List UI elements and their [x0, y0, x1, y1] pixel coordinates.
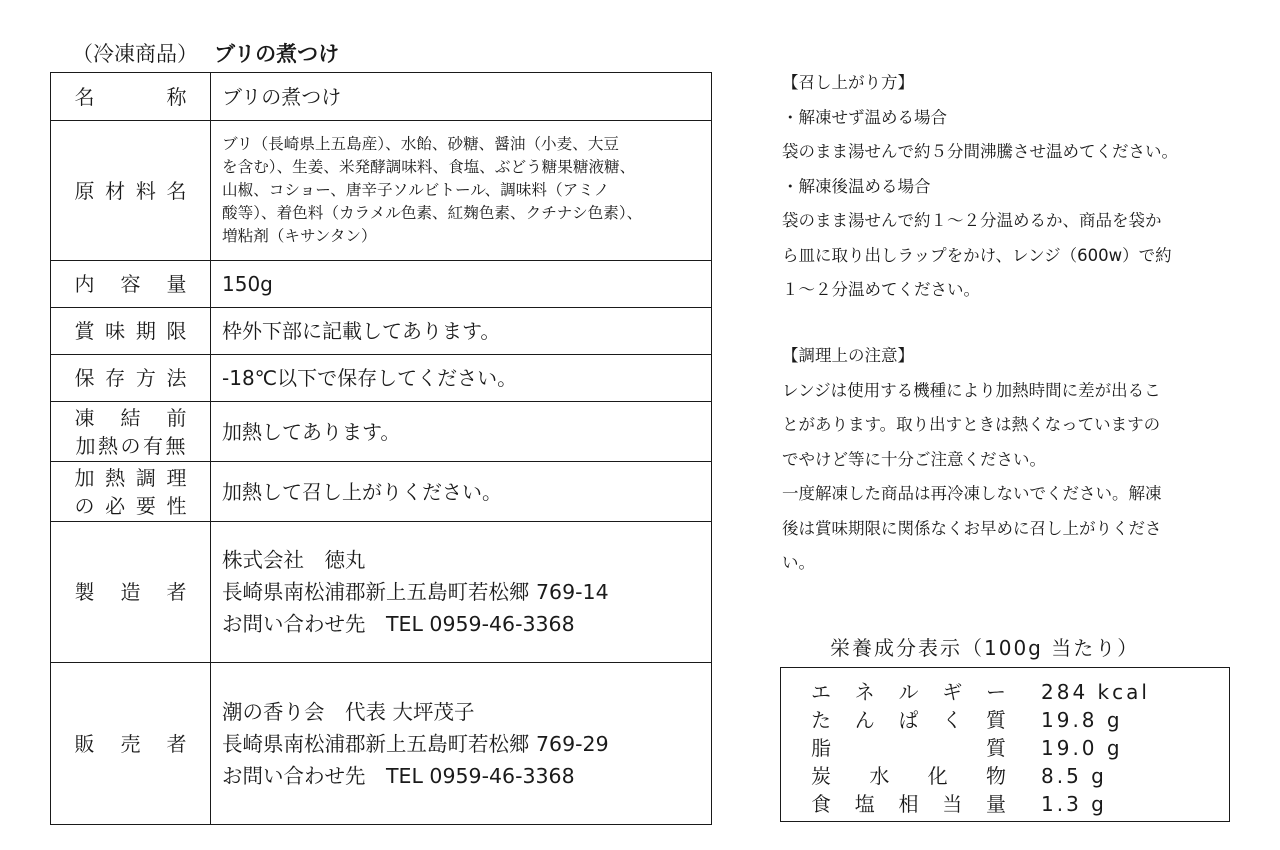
serving-line: ・解凍せず温める場合 — [782, 107, 947, 127]
label-header-text: 内 容 量 — [74, 272, 187, 296]
nutrition-table — [780, 667, 1230, 822]
nutrition-name-char: 質 — [986, 708, 1006, 732]
label-header-text: 製 造 者 — [74, 580, 187, 604]
label-header — [51, 73, 211, 121]
caution-heading: 【調理上の注意】 — [782, 346, 914, 365]
label-header — [51, 462, 211, 522]
serving-heading: 【召し上がり方】 — [782, 73, 914, 92]
category-label: （冷凍商品） — [72, 42, 198, 66]
nutrition-name-char: 炭 — [811, 764, 831, 788]
nutrition-name-char: 当 — [942, 792, 963, 816]
caution-line: 後は賞味期限に関係なくお早めに召し上がりくださ — [782, 518, 1162, 538]
label-header-text: 原 材 料 名 — [74, 178, 187, 203]
label-header-line — [51, 492, 210, 520]
label-value — [211, 663, 712, 825]
table-row — [51, 121, 712, 261]
nutrition-name-char: く — [942, 708, 963, 732]
table-row — [51, 261, 712, 308]
ingredient-line: ブリ（長崎県上五島産）、水飴、砂糖、醤油（小麦、大豆 — [222, 135, 620, 153]
nutrition-row — [811, 762, 1221, 790]
nutrition-name — [811, 762, 1006, 790]
label-header-text: の 必 要 性 — [74, 493, 187, 518]
ingredient-line: 酸等）、着色料（カラメル色素、紅麹色素、クチナシ色素）、 — [222, 204, 643, 222]
nutrition-name-char: ん — [854, 708, 875, 732]
label-header — [51, 121, 211, 261]
nutrition-value: 284 kcal — [1041, 680, 1150, 704]
label-header — [51, 663, 211, 825]
nutrition-row — [811, 790, 1221, 818]
product-title — [72, 38, 339, 70]
nutrition-name — [811, 678, 1006, 706]
label-header-text: 名 称 — [74, 84, 187, 109]
nutrition-name — [811, 734, 1006, 762]
serving-line: 袋のまま湯せんで約１～２分温めるか、商品を袋か — [782, 211, 1162, 230]
nutrition-name-char: ギ — [942, 680, 963, 704]
caution-line: とがあります。取り出すときは熱くなっていますの — [782, 415, 1161, 434]
ingredient-line: 山椒、コショー、唐辛子ソルビトール、調味料（アミノ — [222, 181, 610, 199]
label-header — [51, 522, 211, 663]
label-value: 枠外下部に記載してあります。 — [211, 308, 712, 355]
label-header-text: 凍 結 前 — [74, 405, 187, 430]
label-header-line — [51, 464, 210, 492]
label-header-line — [51, 432, 210, 460]
seller-contact: お問い合わせ先 TEL 0959-46-3368 — [222, 763, 575, 788]
label-value: 加熱して召し上がりください。 — [211, 462, 712, 522]
nutrition-name — [811, 790, 1006, 818]
serving-line: ら皿に取り出しラップをかけ、レンジ（600w）で約 — [782, 245, 1172, 265]
nutrition-value: 8.5 g — [1041, 764, 1107, 788]
label-value: ブリの煮つけ — [211, 73, 712, 121]
seller-company: 潮の香り会 代表 大坪茂子 — [222, 699, 475, 724]
label-value: 150g — [211, 261, 712, 308]
nutrition-row — [811, 706, 1221, 734]
serving-line: ・解凍後温める場合 — [782, 176, 931, 196]
table-row — [51, 308, 712, 355]
label-header-text: 賞 味 期 限 — [74, 319, 187, 343]
caution-line: レンジは使用する機種により加熱時間に差が出るこ — [782, 380, 1161, 400]
nutrition-name-char: 食 — [811, 792, 831, 816]
seller-address: 長崎県南松浦郡新上五島町若松郷 769-29 — [222, 731, 609, 756]
serving-section — [782, 66, 1178, 308]
manufacturer-company: 株式会社 徳丸 — [222, 548, 366, 572]
manufacturer-address: 長崎県南松浦郡新上五島町若松郷 769-14 — [222, 580, 609, 604]
serving-line: 袋のまま湯せんで約５分間沸騰させ温めてください。 — [782, 142, 1178, 161]
nutrition-name — [811, 706, 1006, 734]
table-row — [51, 663, 712, 825]
nutrition-name-char: 相 — [898, 792, 919, 816]
nutrition-name-char: ぱ — [898, 708, 919, 732]
label-value — [211, 121, 712, 261]
nutrition-name-char: た — [811, 708, 831, 732]
label-header-text: 保 存 方 法 — [74, 366, 187, 390]
nutrition-name-char: 塩 — [854, 792, 875, 816]
nutrition-value: 1.3 g — [1041, 792, 1107, 816]
label-value: 加熱してあります。 — [211, 402, 712, 462]
nutrition-name-char: 化 — [927, 764, 948, 788]
food-label-table — [50, 72, 712, 825]
caution-line: い。 — [782, 553, 815, 572]
label-header — [51, 308, 211, 355]
nutrition-name-char: エ — [811, 680, 831, 704]
nutrition-row — [811, 734, 1221, 762]
caution-section — [782, 339, 1162, 581]
label-header — [51, 355, 211, 402]
caution-line: 一度解凍した商品は再冷凍しないでください。解凍 — [782, 484, 1162, 503]
nutrition-name-char: 量 — [986, 792, 1006, 816]
nutrition-name-char: ー — [986, 680, 1006, 704]
label-value: -18℃以下で保存してください。 — [211, 355, 712, 402]
label-header-text: 販 売 者 — [74, 731, 187, 756]
nutrition-value: 19.8 g — [1041, 708, 1123, 732]
table-row — [51, 522, 712, 663]
nutrition-name-char: 脂 — [811, 736, 831, 760]
table-row — [51, 462, 712, 522]
nutrition-row — [811, 678, 1221, 706]
nutrition-value: 19.0 g — [1041, 736, 1123, 760]
nutrition-name-char: 質 — [986, 736, 1006, 760]
table-row — [51, 402, 712, 462]
nutrition-name-char: ネ — [854, 680, 875, 704]
manufacturer-contact: お問い合わせ先 TEL 0959-46-3368 — [222, 612, 575, 636]
nutrition-title: 栄養成分表示（100g 当たり） — [830, 636, 1140, 660]
nutrition-name-char: 水 — [869, 764, 890, 788]
table-row — [51, 355, 712, 402]
label-header — [51, 402, 211, 462]
product-name: ブリの煮つけ — [214, 42, 340, 66]
ingredient-line: 増粘剤（キサンタン） — [222, 227, 377, 245]
caution-line: でやけど等に十分ご注意ください。 — [782, 449, 1046, 469]
nutrition-name-char: ル — [898, 680, 919, 704]
label-header-text: 加 熱 調 理 — [74, 465, 187, 490]
nutrition-name-char: 物 — [985, 764, 1006, 788]
label-header-text: 加 熱 の 有 無 — [75, 433, 186, 458]
ingredient-line: を含む）、生姜、米発酵調味料、食塩、ぶどう糖果糖液糖、 — [222, 158, 636, 176]
label-header-line — [51, 404, 210, 432]
serving-line: １～２分温めてください。 — [782, 280, 980, 299]
label-header — [51, 261, 211, 308]
table-row — [51, 73, 712, 121]
label-value — [211, 522, 712, 663]
